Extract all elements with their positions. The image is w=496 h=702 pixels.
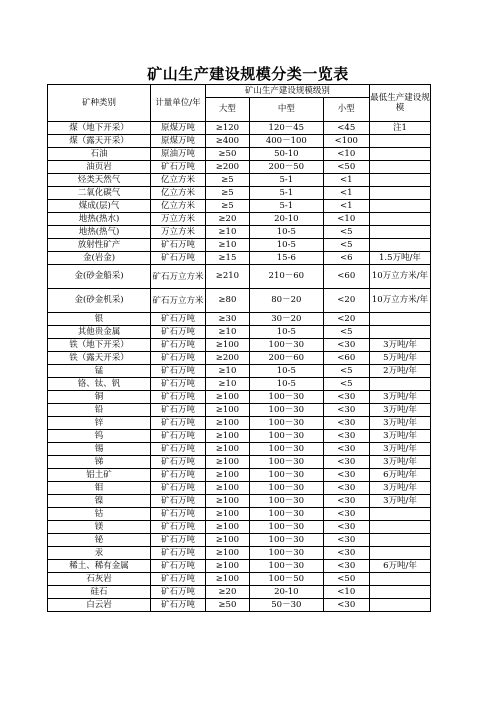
- page-title: 矿山生产建设规模分类一览表: [147, 65, 349, 83]
- small-scale-cell: <30: [323, 430, 369, 443]
- large-scale-cell: ≥100: [205, 521, 249, 534]
- table-row: [48, 161, 431, 174]
- small-scale-cell: <30: [323, 456, 369, 469]
- medium-scale-cell: 100－30: [250, 443, 324, 456]
- unit-cell: 原煤万吨: [151, 135, 206, 148]
- medium-scale-cell: 10-5: [250, 226, 324, 239]
- unit-cell: 矿石万吨: [151, 456, 206, 469]
- table-row: [48, 135, 431, 148]
- large-scale-cell: ≥5: [205, 200, 249, 213]
- medium-scale-cell: 20-10: [250, 213, 324, 226]
- small-scale-cell: <5: [323, 239, 369, 252]
- medium-scale-cell: 100－30: [250, 391, 324, 404]
- mineral-type-cell: 银: [48, 313, 151, 326]
- table-row: [48, 391, 431, 404]
- table-row: [48, 200, 431, 213]
- mineral-type-cell: 硅石: [48, 586, 151, 599]
- unit-cell: 矿石万吨: [151, 547, 206, 560]
- table-row: [48, 352, 431, 365]
- mineral-type-cell: 锡: [48, 443, 151, 456]
- unit-cell: 矿石万吨: [151, 378, 206, 391]
- large-scale-cell: ≥50: [205, 599, 249, 612]
- header-scale-group: 矿山生产建设规模级别: [205, 85, 369, 98]
- large-scale-cell: ≥100: [205, 495, 249, 508]
- small-scale-cell: <5: [323, 326, 369, 339]
- mine-scale-table: [47, 84, 431, 612]
- unit-cell: 原煤万吨: [151, 122, 206, 135]
- mineral-type-cell: 汞: [48, 547, 151, 560]
- medium-scale-cell: 200－50: [250, 161, 324, 174]
- large-scale-cell: ≥30: [205, 313, 249, 326]
- mineral-type-cell: 镁: [48, 521, 151, 534]
- medium-scale-cell: 10-5: [250, 365, 324, 378]
- large-scale-cell: ≥5: [205, 187, 249, 200]
- small-scale-cell: <30: [323, 482, 369, 495]
- mineral-type-cell: 金(岩金): [48, 252, 151, 265]
- large-scale-cell: ≥100: [205, 339, 249, 352]
- header-medium: 中型: [250, 98, 324, 122]
- large-scale-cell: ≥100: [205, 547, 249, 560]
- small-scale-cell: <30: [323, 495, 369, 508]
- table-row: [48, 456, 431, 469]
- large-scale-cell: ≥100: [205, 508, 249, 521]
- table-row: [48, 289, 431, 313]
- table-row: [48, 252, 431, 265]
- mineral-type-cell: 铋: [48, 534, 151, 547]
- unit-cell: 矿石万吨: [151, 339, 206, 352]
- unit-cell: 万立方米: [151, 213, 206, 226]
- large-scale-cell: ≥10: [205, 378, 249, 391]
- small-scale-cell: <6: [323, 252, 369, 265]
- min-scale-cell: 3万吨/年: [369, 404, 430, 417]
- small-scale-cell: <30: [323, 404, 369, 417]
- small-scale-cell: <50: [323, 573, 369, 586]
- unit-cell: 矿石万吨: [151, 599, 206, 612]
- large-scale-cell: ≥20: [205, 586, 249, 599]
- mineral-type-cell: 铁（地下开采）: [48, 339, 151, 352]
- min-scale-cell: 3万吨/年: [369, 417, 430, 430]
- min-scale-cell: 6万吨/年: [369, 560, 430, 573]
- medium-scale-cell: 5-1: [250, 174, 324, 187]
- large-scale-cell: ≥20: [205, 213, 249, 226]
- mineral-type-cell: 金(砂金船采): [48, 265, 151, 289]
- medium-scale-cell: 100－30: [250, 508, 324, 521]
- large-scale-cell: ≥100: [205, 430, 249, 443]
- min-scale-cell: [369, 599, 430, 612]
- large-scale-cell: ≥100: [205, 391, 249, 404]
- unit-cell: 矿石万吨: [151, 443, 206, 456]
- table-row: [48, 313, 431, 326]
- small-scale-cell: <30: [323, 560, 369, 573]
- small-scale-cell: <30: [323, 469, 369, 482]
- large-scale-cell: ≥80: [205, 289, 249, 313]
- min-scale-cell: [369, 161, 430, 174]
- header-mineral-type: 矿种类别: [48, 85, 151, 122]
- unit-cell: 矿石万吨: [151, 560, 206, 573]
- unit-cell: 矿石万吨: [151, 391, 206, 404]
- header-row-1: [48, 85, 431, 98]
- large-scale-cell: ≥100: [205, 573, 249, 586]
- mineral-type-cell: 金(砂金机采): [48, 289, 151, 313]
- mineral-type-cell: 烃类天然气: [48, 174, 151, 187]
- mineral-type-cell: 钴: [48, 508, 151, 521]
- unit-cell: 亿立方米: [151, 200, 206, 213]
- medium-scale-cell: 100－30: [250, 547, 324, 560]
- header-small: 小型: [323, 98, 369, 122]
- mineral-type-cell: 白云岩: [48, 599, 151, 612]
- mineral-type-cell: 油页岩: [48, 161, 151, 174]
- min-scale-cell: 3万吨/年: [369, 391, 430, 404]
- min-scale-cell: 6万吨/年: [369, 469, 430, 482]
- min-scale-cell: [369, 148, 430, 161]
- medium-scale-cell: 100－30: [250, 339, 324, 352]
- large-scale-cell: ≥100: [205, 482, 249, 495]
- large-scale-cell: ≥10: [205, 326, 249, 339]
- unit-cell: 万立方米: [151, 226, 206, 239]
- min-scale-cell: 3万吨/年: [369, 339, 430, 352]
- small-scale-cell: <5: [323, 365, 369, 378]
- min-scale-cell: 3万吨/年: [369, 495, 430, 508]
- medium-scale-cell: 5-1: [250, 200, 324, 213]
- min-scale-cell: [369, 313, 430, 326]
- table-row: [48, 521, 431, 534]
- min-scale-cell: [369, 187, 430, 200]
- table-body: [48, 122, 431, 612]
- medium-scale-cell: 100－30: [250, 404, 324, 417]
- table-row: [48, 226, 431, 239]
- large-scale-cell: ≥100: [205, 560, 249, 573]
- min-scale-cell: [369, 200, 430, 213]
- min-scale-cell: [369, 135, 430, 148]
- unit-cell: 矿石万立方米: [151, 289, 206, 313]
- unit-cell: 矿石万吨: [151, 586, 206, 599]
- small-scale-cell: <20: [323, 313, 369, 326]
- min-scale-cell: [369, 213, 430, 226]
- mineral-type-cell: 煤成(层)气: [48, 200, 151, 213]
- table-row: [48, 430, 431, 443]
- table-row: [48, 586, 431, 599]
- small-scale-cell: <10: [323, 148, 369, 161]
- min-scale-cell: [369, 239, 430, 252]
- medium-scale-cell: 100－30: [250, 534, 324, 547]
- mineral-type-cell: 其他贵金属: [48, 326, 151, 339]
- small-scale-cell: <30: [323, 443, 369, 456]
- medium-scale-cell: 100－30: [250, 430, 324, 443]
- min-scale-cell: 2万吨/年: [369, 365, 430, 378]
- min-scale-cell: 3万吨/年: [369, 430, 430, 443]
- medium-scale-cell: 20-10: [250, 586, 324, 599]
- unit-cell: 矿石万吨: [151, 495, 206, 508]
- mineral-type-cell: 石灰岩: [48, 573, 151, 586]
- large-scale-cell: ≥10: [205, 365, 249, 378]
- unit-cell: 矿石万吨: [151, 534, 206, 547]
- large-scale-cell: ≥100: [205, 417, 249, 430]
- unit-cell: 亿立方米: [151, 187, 206, 200]
- min-scale-cell: [369, 326, 430, 339]
- medium-scale-cell: 100－30: [250, 495, 324, 508]
- small-scale-cell: <30: [323, 508, 369, 521]
- medium-scale-cell: 100－30: [250, 521, 324, 534]
- min-scale-cell: [369, 534, 430, 547]
- table-row: [48, 417, 431, 430]
- header-unit: 计量单位/年: [151, 85, 206, 122]
- medium-scale-cell: 50－30: [250, 599, 324, 612]
- mineral-type-cell: 锰: [48, 365, 151, 378]
- table-row: [48, 495, 431, 508]
- small-scale-cell: <60: [323, 265, 369, 289]
- min-scale-cell: 注1: [369, 122, 430, 135]
- unit-cell: 矿石万吨: [151, 252, 206, 265]
- table-row: [48, 482, 431, 495]
- medium-scale-cell: 120－45: [250, 122, 324, 135]
- table-row: [48, 148, 431, 161]
- min-scale-cell: [369, 508, 430, 521]
- mineral-type-cell: 铬、钛、钒: [48, 378, 151, 391]
- table-row: [48, 378, 431, 391]
- unit-cell: 矿石万吨: [151, 521, 206, 534]
- min-scale-cell: 10万立方米/年: [369, 265, 430, 289]
- header-large: 大型: [205, 98, 249, 122]
- small-scale-cell: <45: [323, 122, 369, 135]
- small-scale-cell: <10: [323, 586, 369, 599]
- unit-cell: 亿立方米: [151, 174, 206, 187]
- min-scale-cell: [369, 226, 430, 239]
- mineral-type-cell: 煤（露天开采）: [48, 135, 151, 148]
- large-scale-cell: ≥50: [205, 148, 249, 161]
- mineral-type-cell: 钼: [48, 482, 151, 495]
- mineral-type-cell: 地热(热气): [48, 226, 151, 239]
- table-row: [48, 265, 431, 289]
- small-scale-cell: <60: [323, 352, 369, 365]
- medium-scale-cell: 100－30: [250, 469, 324, 482]
- table-row: [48, 547, 431, 560]
- small-scale-cell: <5: [323, 378, 369, 391]
- medium-scale-cell: 100－30: [250, 482, 324, 495]
- mineral-type-cell: 放射性矿产: [48, 239, 151, 252]
- unit-cell: 矿石万吨: [151, 352, 206, 365]
- large-scale-cell: ≥100: [205, 443, 249, 456]
- min-scale-cell: [369, 547, 430, 560]
- unit-cell: 矿石万吨: [151, 404, 206, 417]
- medium-scale-cell: 100－30: [250, 456, 324, 469]
- unit-cell: 矿石万吨: [151, 469, 206, 482]
- table-row: [48, 365, 431, 378]
- min-scale-cell: 3万吨/年: [369, 443, 430, 456]
- unit-cell: 矿石万吨: [151, 482, 206, 495]
- min-scale-cell: 10万立方米/年: [369, 289, 430, 313]
- small-scale-cell: <10: [323, 213, 369, 226]
- unit-cell: 矿石万吨: [151, 161, 206, 174]
- mineral-type-cell: 铜: [48, 391, 151, 404]
- small-scale-cell: <30: [323, 521, 369, 534]
- large-scale-cell: ≥10: [205, 239, 249, 252]
- unit-cell: 矿石万吨: [151, 573, 206, 586]
- unit-cell: 原油万吨: [151, 148, 206, 161]
- unit-cell: 矿石万吨: [151, 326, 206, 339]
- min-scale-cell: 1.5万吨/年: [369, 252, 430, 265]
- medium-scale-cell: 100－30: [250, 560, 324, 573]
- unit-cell: 矿石万吨: [151, 313, 206, 326]
- mineral-type-cell: 石油: [48, 148, 151, 161]
- large-scale-cell: ≥100: [205, 469, 249, 482]
- medium-scale-cell: 210－60: [250, 265, 324, 289]
- medium-scale-cell: 10-5: [250, 239, 324, 252]
- large-scale-cell: ≥200: [205, 161, 249, 174]
- min-scale-cell: [369, 378, 430, 391]
- small-scale-cell: <30: [323, 417, 369, 430]
- medium-scale-cell: 10-5: [250, 378, 324, 391]
- small-scale-cell: <30: [323, 534, 369, 547]
- table-row: [48, 122, 431, 135]
- small-scale-cell: <50: [323, 161, 369, 174]
- medium-scale-cell: 15-6: [250, 252, 324, 265]
- table-row: [48, 339, 431, 352]
- medium-scale-cell: 80－20: [250, 289, 324, 313]
- min-scale-cell: [369, 573, 430, 586]
- table-row: [48, 404, 431, 417]
- small-scale-cell: <5: [323, 226, 369, 239]
- table-row: [48, 573, 431, 586]
- table-row: [48, 326, 431, 339]
- medium-scale-cell: 200－60: [250, 352, 324, 365]
- unit-cell: 矿石万吨: [151, 430, 206, 443]
- mineral-type-cell: 煤（地下开采）: [48, 122, 151, 135]
- mineral-type-cell: 铁（露天开采）: [48, 352, 151, 365]
- medium-scale-cell: 5-1: [250, 187, 324, 200]
- medium-scale-cell: 100－30: [250, 417, 324, 430]
- min-scale-cell: [369, 174, 430, 187]
- medium-scale-cell: 400－100: [250, 135, 324, 148]
- min-scale-cell: [369, 521, 430, 534]
- mineral-type-cell: 钨: [48, 430, 151, 443]
- medium-scale-cell: 10-5: [250, 326, 324, 339]
- large-scale-cell: ≥100: [205, 456, 249, 469]
- table-row: [48, 239, 431, 252]
- large-scale-cell: ≥200: [205, 352, 249, 365]
- table-row: [48, 469, 431, 482]
- mineral-type-cell: 锑: [48, 456, 151, 469]
- small-scale-cell: <30: [323, 599, 369, 612]
- mineral-type-cell: 地热(热水): [48, 213, 151, 226]
- min-scale-cell: 3万吨/年: [369, 456, 430, 469]
- mineral-type-cell: 铅: [48, 404, 151, 417]
- large-scale-cell: ≥100: [205, 534, 249, 547]
- unit-cell: 矿石万吨: [151, 365, 206, 378]
- mineral-type-cell: 锌: [48, 417, 151, 430]
- unit-cell: 矿石万吨: [151, 239, 206, 252]
- small-scale-cell: <100: [323, 135, 369, 148]
- min-scale-cell: [369, 586, 430, 599]
- small-scale-cell: <30: [323, 547, 369, 560]
- medium-scale-cell: 100－50: [250, 573, 324, 586]
- mineral-type-cell: 稀土、稀有金属: [48, 560, 151, 573]
- mineral-type-cell: 铝土矿: [48, 469, 151, 482]
- table-row: [48, 443, 431, 456]
- min-scale-cell: 3万吨/年: [369, 482, 430, 495]
- small-scale-cell: <30: [323, 391, 369, 404]
- table-row: [48, 213, 431, 226]
- table-row: [48, 599, 431, 612]
- table-row: [48, 560, 431, 573]
- large-scale-cell: ≥15: [205, 252, 249, 265]
- small-scale-cell: <1: [323, 174, 369, 187]
- table-row: [48, 508, 431, 521]
- mineral-type-cell: 二氧化碳气: [48, 187, 151, 200]
- small-scale-cell: <20: [323, 289, 369, 313]
- small-scale-cell: <1: [323, 187, 369, 200]
- mineral-type-cell: 镍: [48, 495, 151, 508]
- large-scale-cell: ≥210: [205, 265, 249, 289]
- small-scale-cell: <30: [323, 339, 369, 352]
- large-scale-cell: ≥120: [205, 122, 249, 135]
- medium-scale-cell: 50-10: [250, 148, 324, 161]
- table-row: [48, 174, 431, 187]
- header-min-scale: 最低生产建设规模: [369, 85, 430, 122]
- large-scale-cell: ≥400: [205, 135, 249, 148]
- table-row: [48, 534, 431, 547]
- unit-cell: 矿石万立方米: [151, 265, 206, 289]
- large-scale-cell: ≥100: [205, 404, 249, 417]
- large-scale-cell: ≥10: [205, 226, 249, 239]
- large-scale-cell: ≥5: [205, 174, 249, 187]
- min-scale-cell: 5万吨/年: [369, 352, 430, 365]
- table-row: [48, 187, 431, 200]
- unit-cell: 矿石万吨: [151, 417, 206, 430]
- small-scale-cell: <1: [323, 200, 369, 213]
- unit-cell: 矿石万吨: [151, 508, 206, 521]
- medium-scale-cell: 30－20: [250, 313, 324, 326]
